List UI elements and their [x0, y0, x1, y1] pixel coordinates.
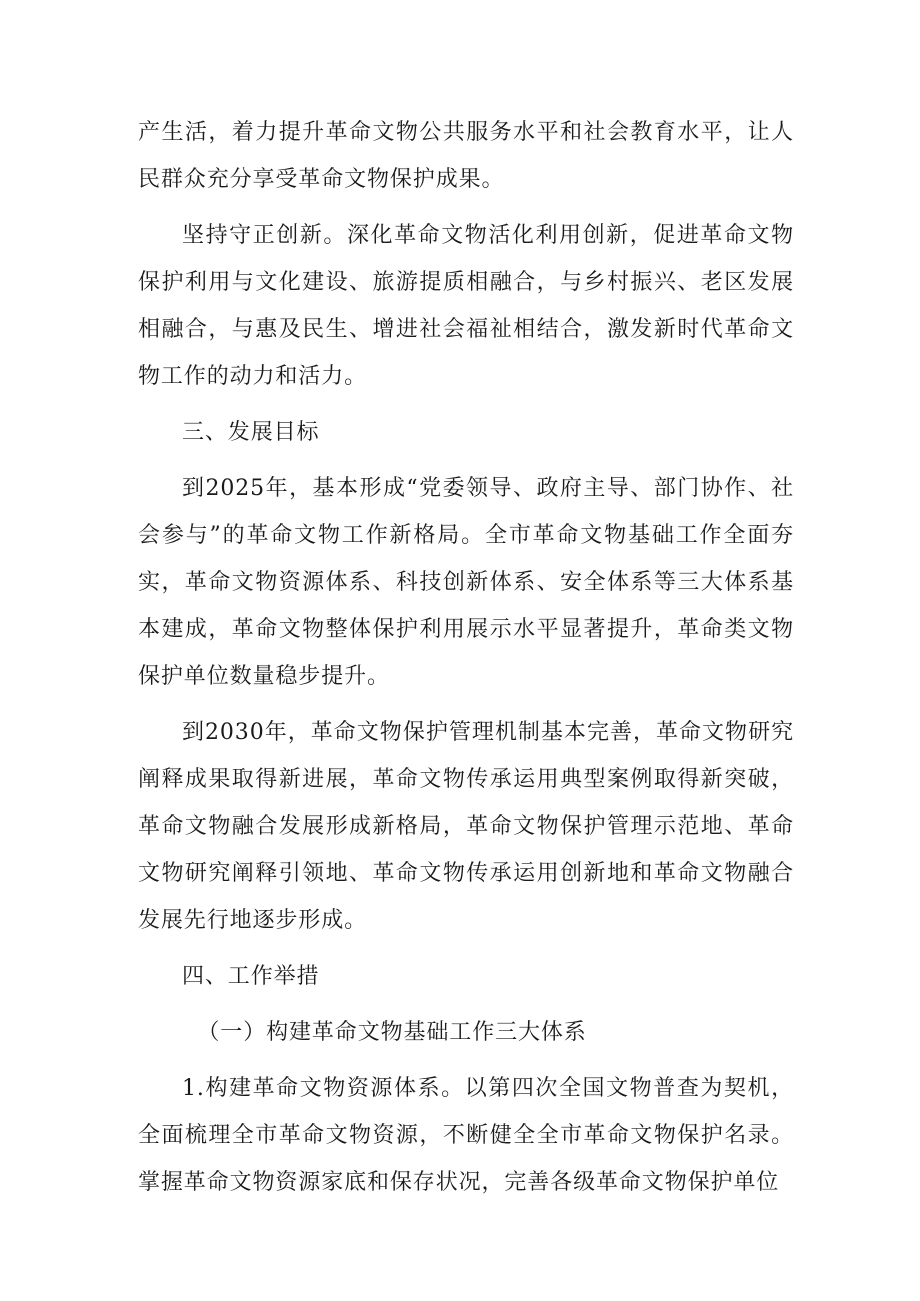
section-heading-goals: 三、发展目标 [182, 420, 320, 445]
paragraph-continuation: 产生活，着力提升革命文物公共服务水平和社会教育水平，让人民群众充分享受革命文物保护成果。 [138, 120, 794, 192]
paragraph-resource-system: 1.构建革命文物资源体系。以第四次全国文物普查为契机，全面梳理全市革命文物资源，不断健全全市革命文物保护名录。掌握革命文物资源家底和保存状况，完善各级革命文物保护单位 [138, 1076, 794, 1195]
section-heading-measures: 四、工作举措 [182, 964, 320, 989]
paragraph-goal-2030: 到2030年，革命文物保护管理机制基本完善，革命文物研究阐释成果取得新进展，革命文物传承运用典型案例取得新突破，革命文物融合发展形成新格局，革命文物保护管理示范地、革命文物研究阐释引领地、革命文物传承运用创新地和革命文物融合发展先行地逐步形成。 [138, 720, 794, 933]
paragraph-goal-2025: 到2025年，基本形成“党委领导、政府主导、部门协作、社会参与”的革命文物工作新格局。全市革命文物基础工作全面夯实，革命文物资源体系、科技创新体系、安全体系等三大体系基本建成，革命文物整体保护利用展示水平显著提升，革命类文物保护单位数量稳步提升。 [138, 476, 794, 689]
subsection-heading-three-systems: （一）构建革命文物基础工作三大体系 [197, 1020, 587, 1045]
paragraph-principle-innovation: 坚持守正创新。深化革命文物活化利用创新，促进革命文物保护利用与文化建设、旅游提质相融合，与乡村振兴、老区发展相融合，与惠及民生、增进社会福祉相结合，激发新时代革命文物工作的动力和活力。 [138, 223, 794, 389]
document-body [138, 109, 794, 1215]
